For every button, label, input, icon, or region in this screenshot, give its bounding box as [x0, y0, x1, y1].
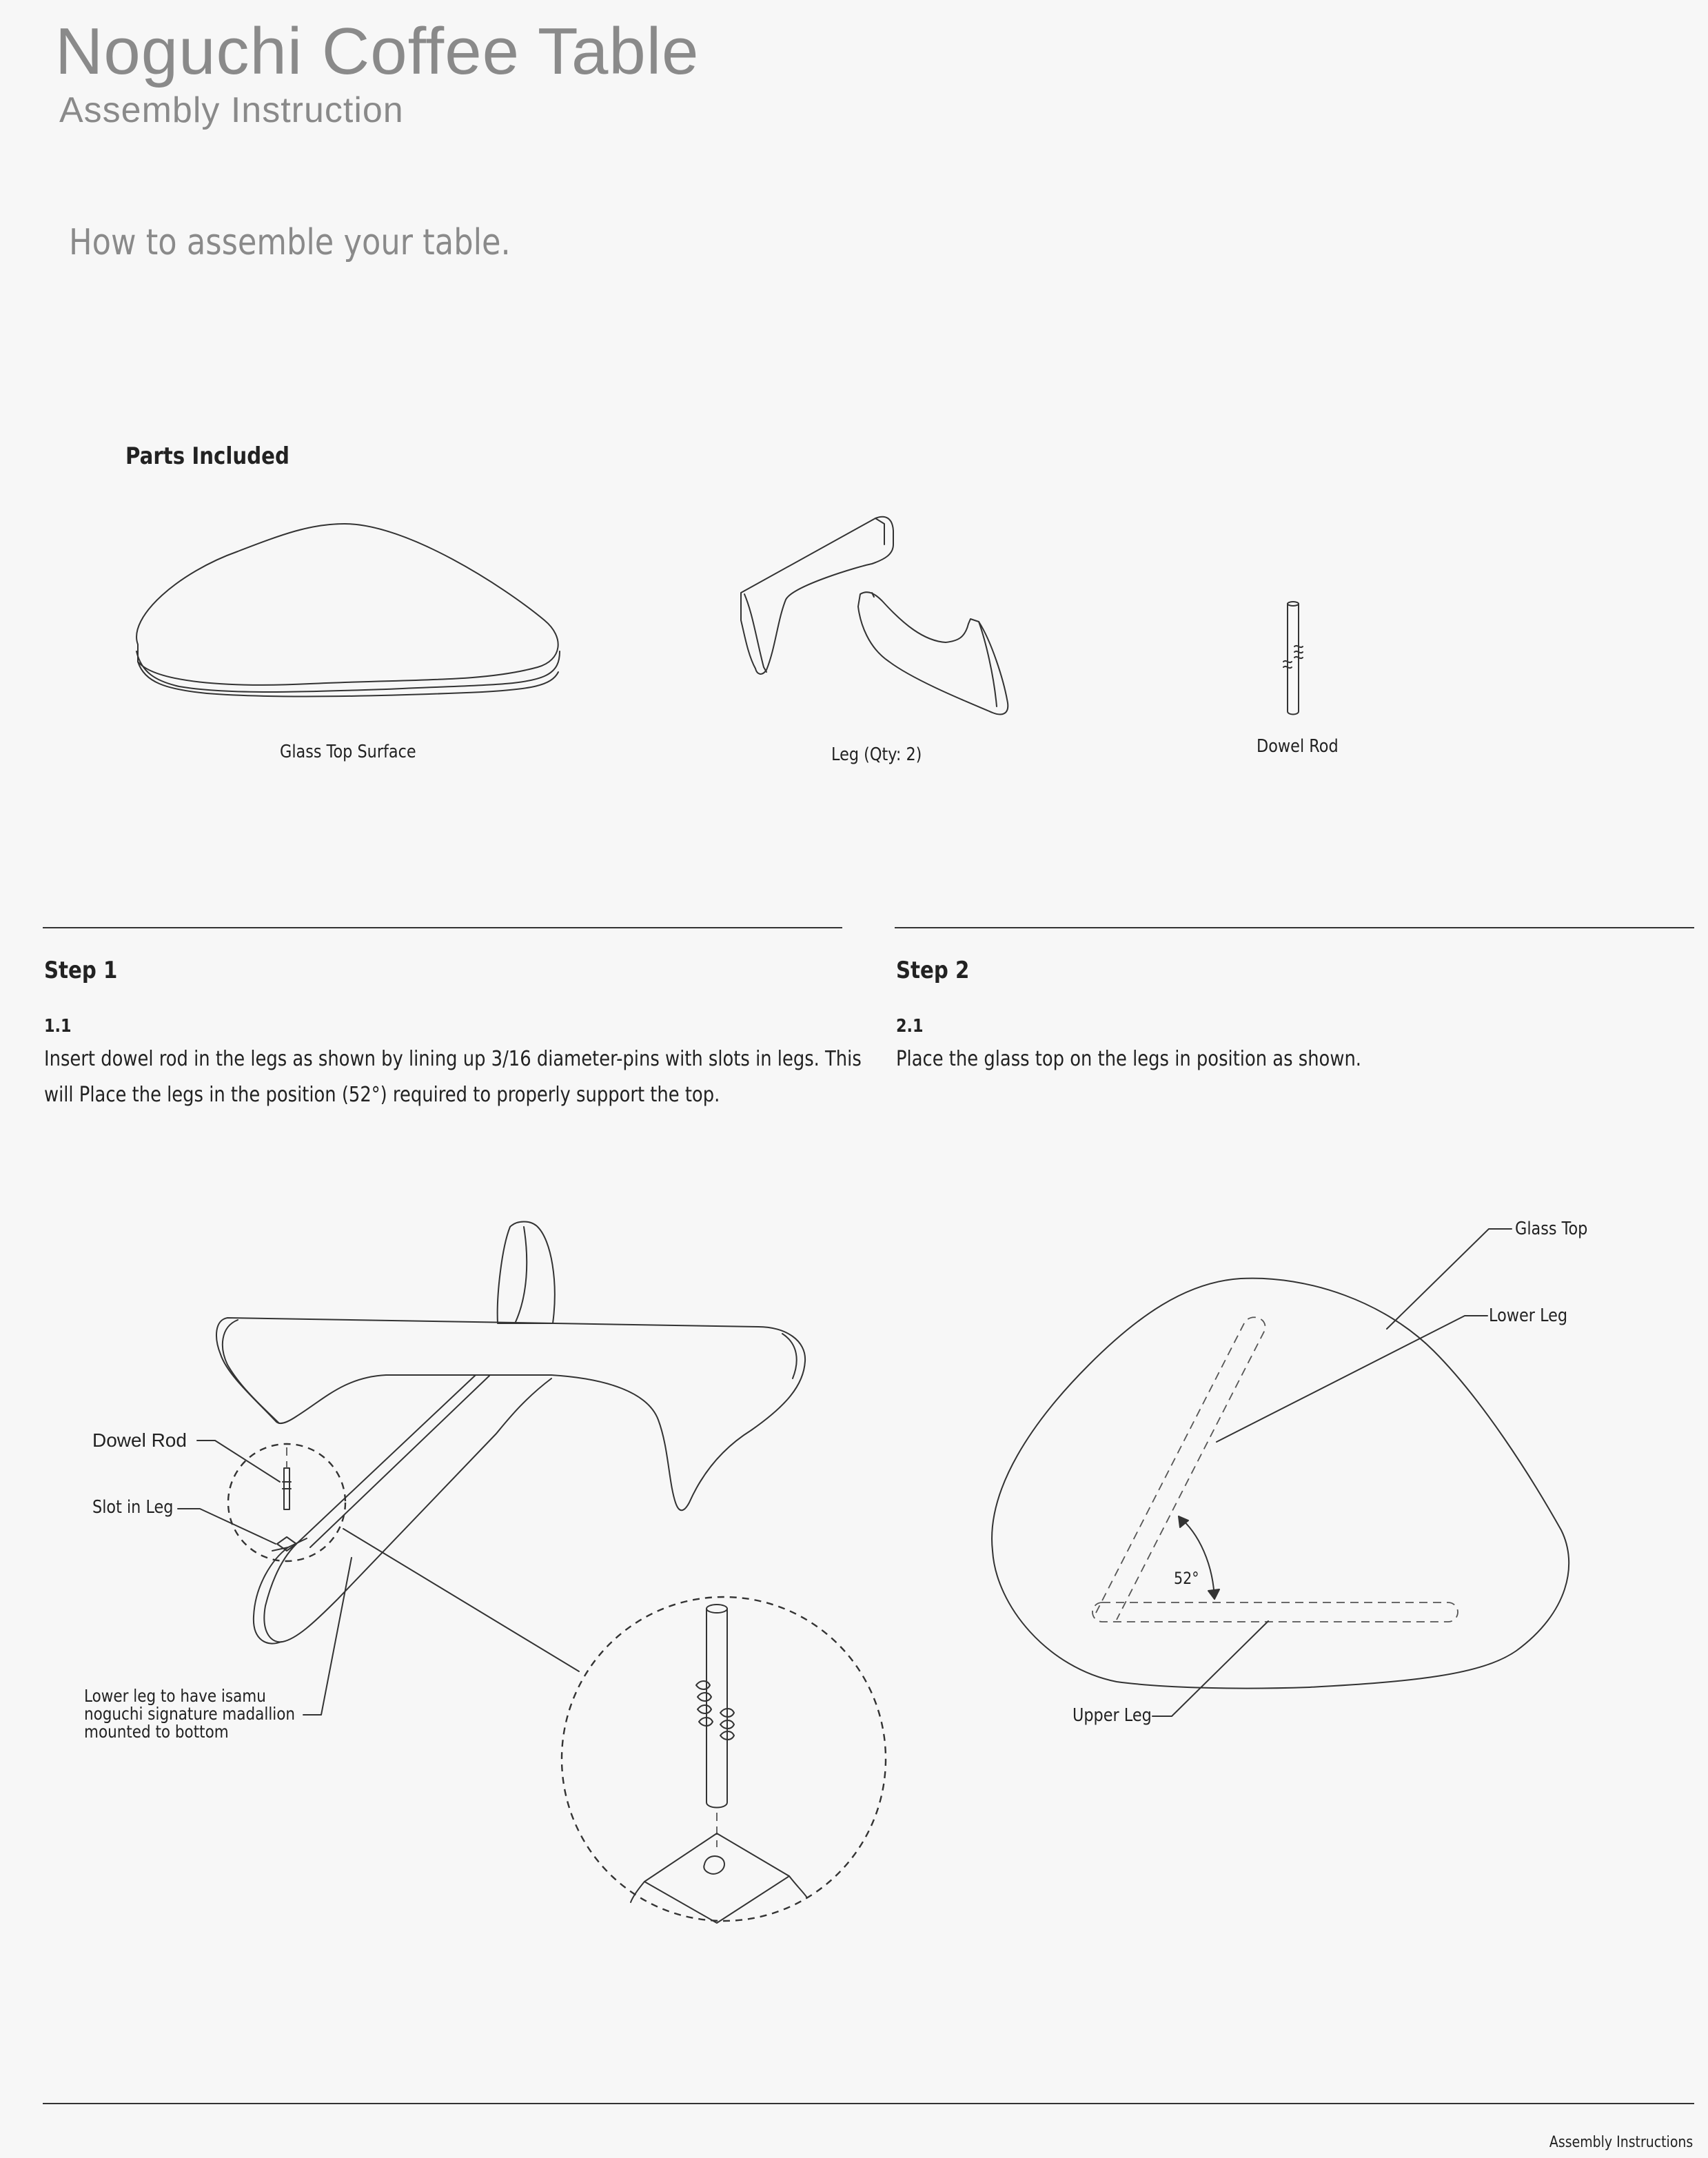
footer-text: Assembly Instructions [1549, 2134, 1693, 2151]
upper-leg-label: Upper Leg [1072, 1705, 1152, 1726]
angle-label: 52° [1174, 1569, 1199, 1588]
document-title: Noguchi Coffee Table [55, 14, 700, 88]
step1-divider [43, 927, 842, 928]
dowel-rod-label: Dowel Rod [92, 1429, 187, 1451]
legs-part-drawing [741, 517, 1008, 715]
glass-top-part-drawing [136, 524, 560, 696]
step2-divider [895, 927, 1694, 928]
step1-text-line1: Insert dowel rod in the legs as shown by lining up 3/16 diameter-pins with slots in legs. This [44, 1047, 862, 1071]
step1-assembly-drawing [178, 1222, 886, 1924]
glass-top-label: Glass Top [1515, 1219, 1588, 1239]
leg-caption: Leg (Qty: 2) [831, 744, 922, 765]
step2-top-view-drawing [992, 1229, 1569, 1716]
lower-leg-label: Lower Leg [1489, 1305, 1568, 1326]
step2-heading: Step 2 [896, 957, 970, 984]
dowel-rod-caption: Dowel Rod [1257, 736, 1339, 757]
dowel-rod-part-drawing [1283, 602, 1303, 715]
intro-heading: How to assemble your table. [69, 222, 511, 263]
footer-divider [43, 2103, 1694, 2104]
step2-subnumber: 2.1 [896, 1016, 924, 1037]
medallion-note [84, 1687, 295, 1741]
parts-heading: Parts Included [125, 442, 289, 470]
medallion-note-line1: Lower leg to have isamu [84, 1686, 266, 1706]
document-subtitle: Assembly Instruction [59, 90, 404, 130]
step1-text-line2: will Place the legs in the position (52°) required to properly support the top. [44, 1083, 720, 1107]
step2-instructions: Place the glass top on the legs in position as shown. [896, 1047, 1362, 1071]
step1-subnumber: 1.1 [44, 1016, 72, 1037]
slot-in-leg-label: Slot in Leg [92, 1497, 174, 1518]
medallion-note-line3: mounted to bottom [84, 1722, 229, 1742]
step1-heading: Step 1 [44, 957, 118, 984]
step1-instructions [44, 1041, 862, 1113]
medallion-note-line2: noguchi signature madallion [84, 1704, 296, 1724]
glass-top-caption: Glass Top Surface [280, 742, 416, 762]
